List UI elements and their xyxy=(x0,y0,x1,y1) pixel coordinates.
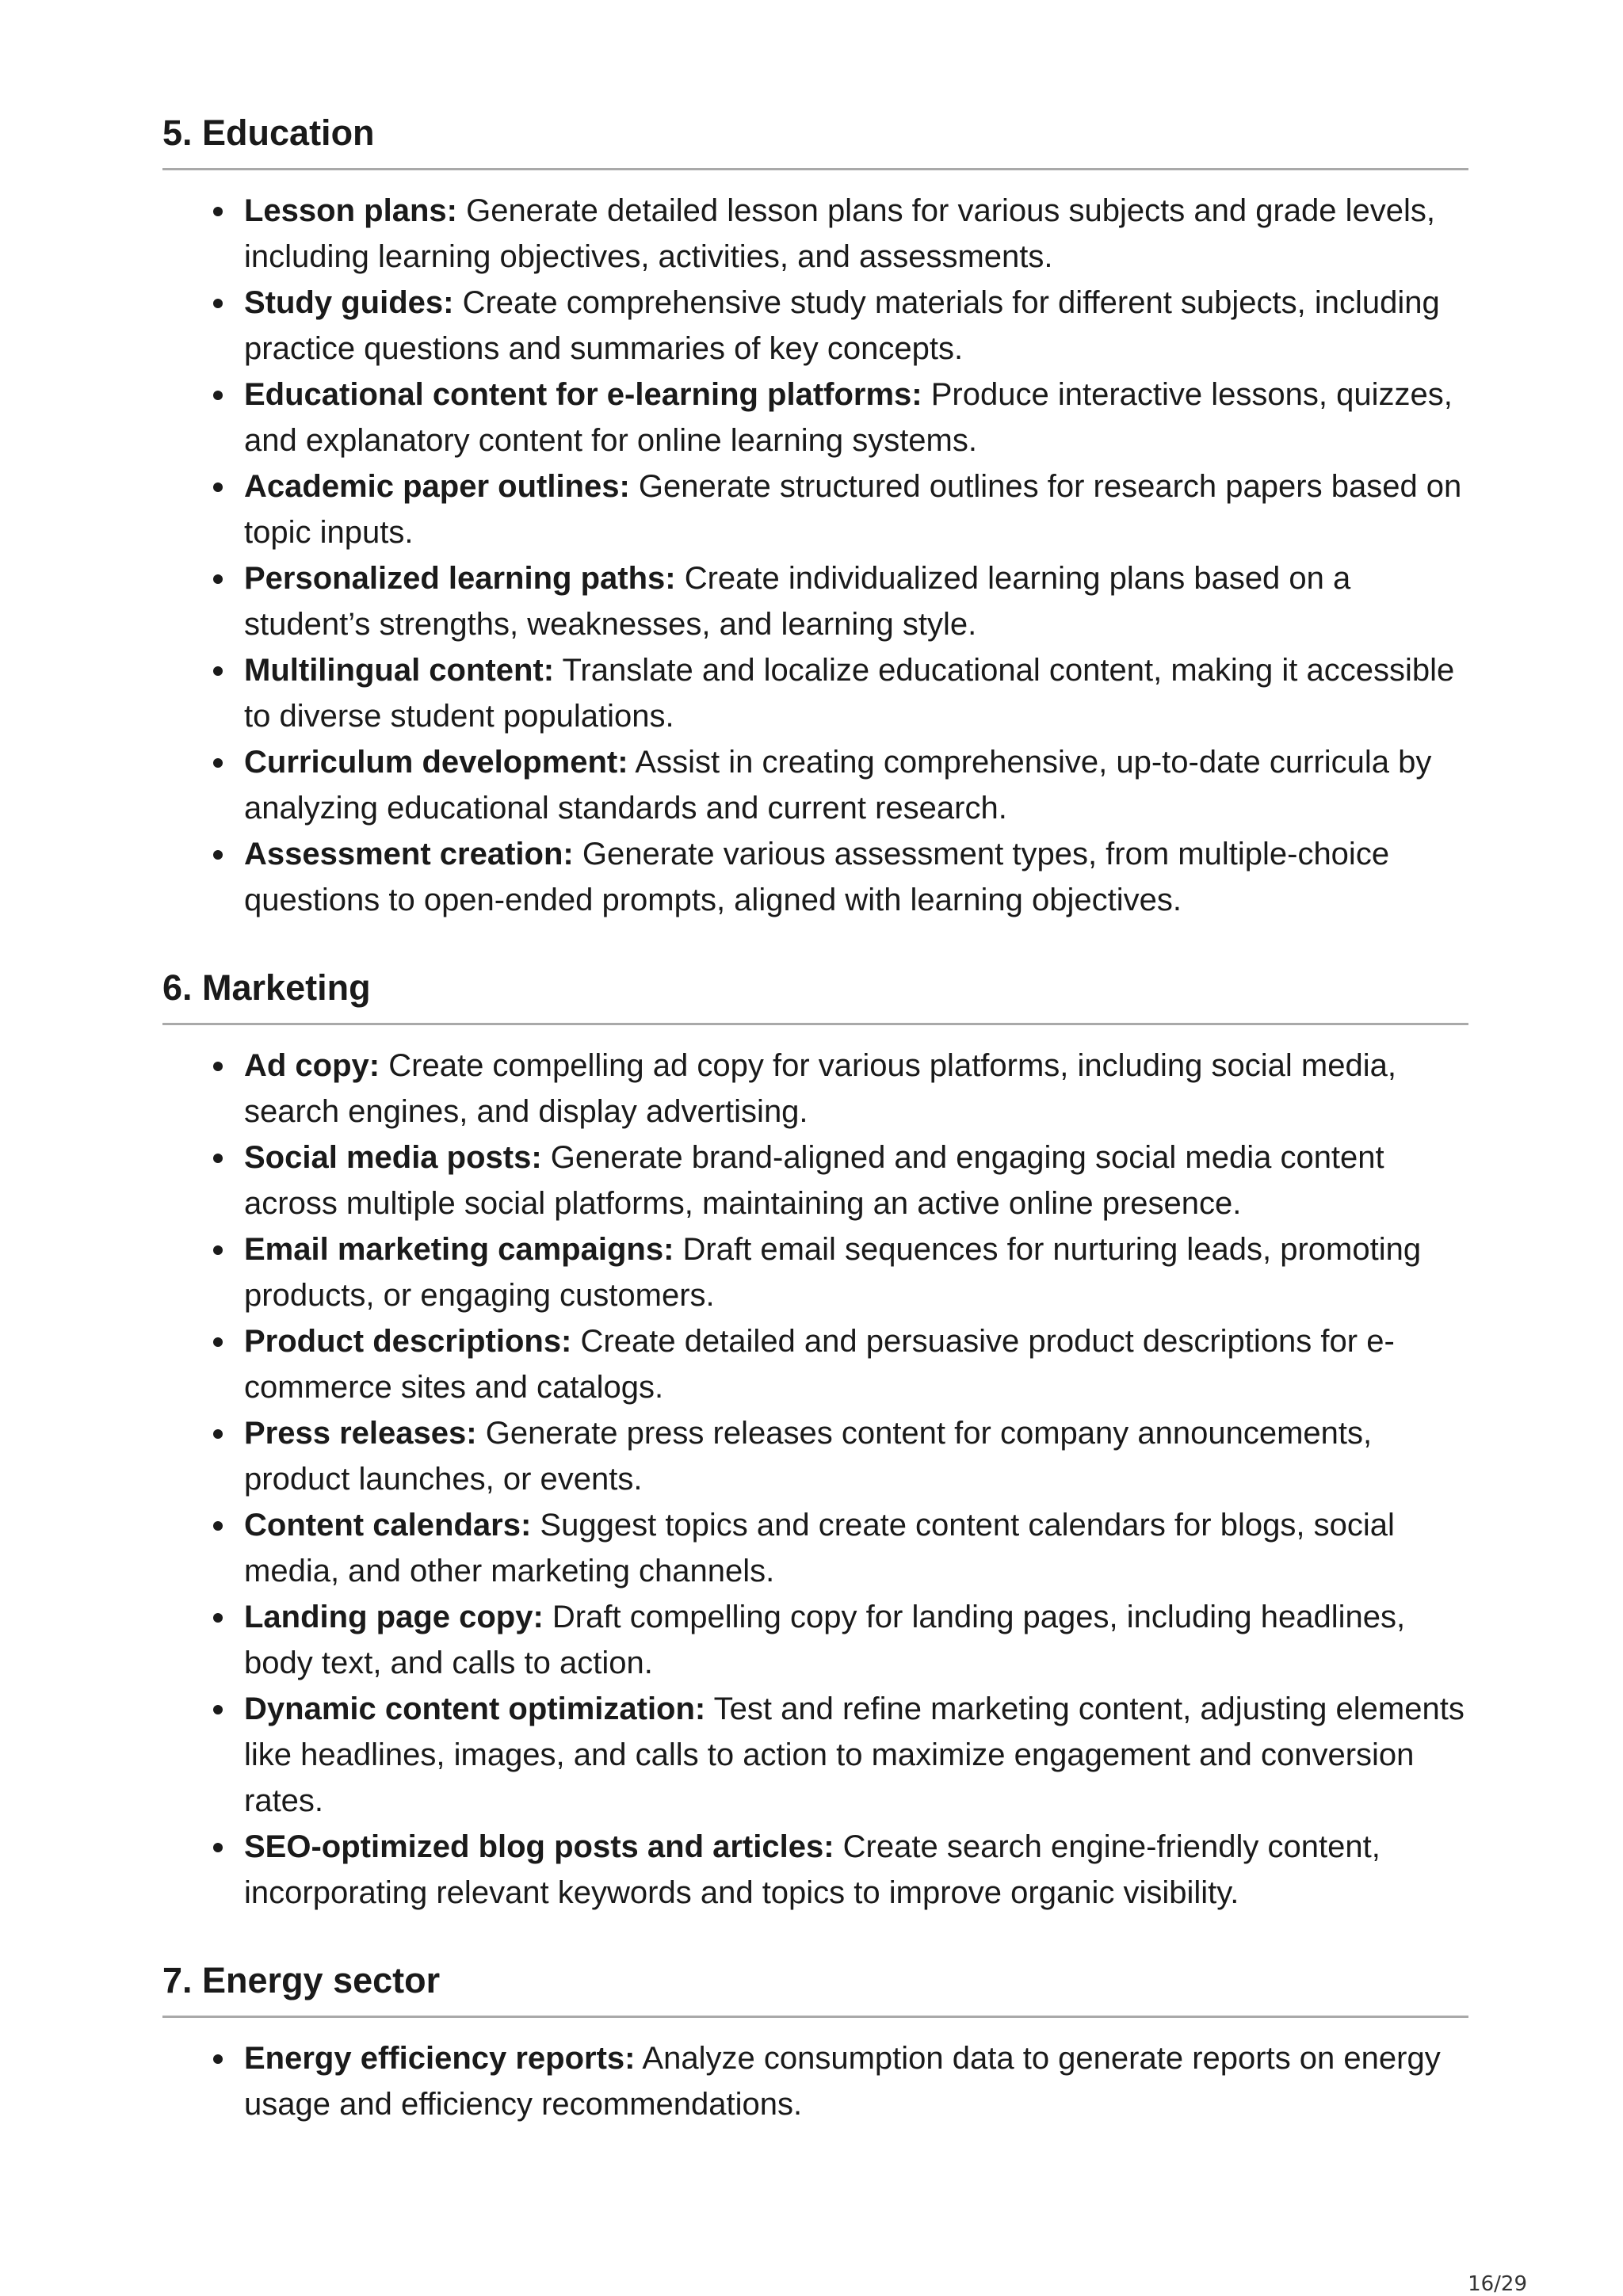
section-heading: 6. Marketing xyxy=(162,964,1468,1025)
item-term: Personalized learning paths: xyxy=(244,561,676,596)
list-item xyxy=(244,1502,1468,1594)
list-item xyxy=(244,739,1468,831)
item-text: Create comprehensive study materials for different subjects, including practice questions and summaries of key concepts. xyxy=(244,285,1440,366)
item-text: Generate detailed lesson plans for various subjects and grade levels, including learning objectives, activities, and assessments. xyxy=(244,193,1436,274)
bullet-list xyxy=(162,170,1468,923)
item-text: Generate brand-aligned and engaging social media content across multiple social platforms, maintaining an active online presence. xyxy=(244,1140,1384,1221)
section-heading: 5. Education xyxy=(162,109,1468,170)
item-text: Create compelling ad copy for various platforms, including social media, search engines, and display advertising. xyxy=(244,1048,1396,1129)
item-text: Generate structured outlines for research papers based on topic inputs. xyxy=(244,469,1462,550)
list-item xyxy=(244,555,1468,647)
list-item xyxy=(244,831,1468,923)
list-item xyxy=(244,372,1468,463)
list-item xyxy=(244,1410,1468,1502)
item-text: Test and refine marketing content, adjusting elements like headlines, images, and calls to action to maximize engagement and conversion rates. xyxy=(244,1691,1465,1818)
item-term: Study guides: xyxy=(244,285,454,320)
item-text: Translate and localize educational content, making it accessible to diverse student populations. xyxy=(244,653,1455,734)
item-term: Curriculum development: xyxy=(244,745,628,780)
item-term: Social media posts: xyxy=(244,1140,542,1175)
item-term: Landing page copy: xyxy=(244,1600,544,1634)
item-term: Multilingual content: xyxy=(244,653,555,688)
item-term: Assessment creation: xyxy=(244,837,574,871)
item-term: Product descriptions: xyxy=(244,1324,572,1359)
list-item xyxy=(244,1226,1468,1318)
item-term: Academic paper outlines: xyxy=(244,469,630,504)
list-item xyxy=(244,1043,1468,1135)
item-text: Create detailed and persuasive product descriptions for e-commerce sites and catalogs. xyxy=(244,1324,1395,1405)
list-item xyxy=(244,1594,1468,1686)
section-energy-sector xyxy=(162,1957,1468,2127)
page-number: 16/29 xyxy=(1468,2272,1527,2296)
item-term: Educational content for e-learning platforms: xyxy=(244,377,922,412)
list-item xyxy=(244,1318,1468,1410)
item-text: Suggest topics and create content calendars for blogs, social media, and other marketing channels. xyxy=(244,1508,1395,1589)
item-text: Produce interactive lessons, quizzes, and explanatory content for online learning systems. xyxy=(244,377,1453,458)
bullet-list xyxy=(162,2018,1468,2127)
section-education xyxy=(162,109,1468,923)
list-item xyxy=(244,647,1468,739)
bullet-list xyxy=(162,1025,1468,1916)
item-text: Draft email sequences for nurturing leads, promoting products, or engaging customers. xyxy=(244,1232,1422,1313)
item-term: Press releases: xyxy=(244,1416,477,1451)
list-item xyxy=(244,1686,1468,1824)
item-text: Create individualized learning plans based on a student’s strengths, weaknesses, and learning style. xyxy=(244,561,1351,642)
item-text: Draft compelling copy for landing pages, including headlines, body text, and calls to action. xyxy=(244,1600,1406,1680)
list-item xyxy=(244,1135,1468,1226)
item-term: Lesson plans: xyxy=(244,193,457,228)
list-item xyxy=(244,188,1468,280)
item-term: Email marketing campaigns: xyxy=(244,1232,674,1267)
item-term: Content calendars: xyxy=(244,1508,532,1543)
document-body xyxy=(162,109,1468,2127)
section-heading: 7. Energy sector xyxy=(162,1957,1468,2018)
list-item xyxy=(244,1824,1468,1916)
item-term: SEO-optimized blog posts and articles: xyxy=(244,1829,834,1864)
item-text: Create search engine-friendly content, incorporating relevant keywords and topics to improve organic visibility. xyxy=(244,1829,1381,1910)
list-item xyxy=(244,280,1468,372)
item-term: Ad copy: xyxy=(244,1048,380,1083)
item-text: Generate various assessment types, from multiple-choice questions to open-ended prompts, aligned with learning objectives. xyxy=(244,837,1390,917)
item-text: Analyze consumption data to generate reports on energy usage and efficiency recommendations. xyxy=(244,2041,1441,2122)
list-item xyxy=(244,463,1468,555)
item-term: Dynamic content optimization: xyxy=(244,1691,706,1726)
item-term: Energy efficiency reports: xyxy=(244,2041,636,2076)
section-marketing xyxy=(162,964,1468,1916)
list-item xyxy=(244,2035,1468,2127)
item-text: Generate press releases content for company announcements, product launches, or events. xyxy=(244,1416,1373,1497)
item-text: Assist in creating comprehensive, up-to-date curricula by analyzing educational standards and current research. xyxy=(244,745,1432,826)
